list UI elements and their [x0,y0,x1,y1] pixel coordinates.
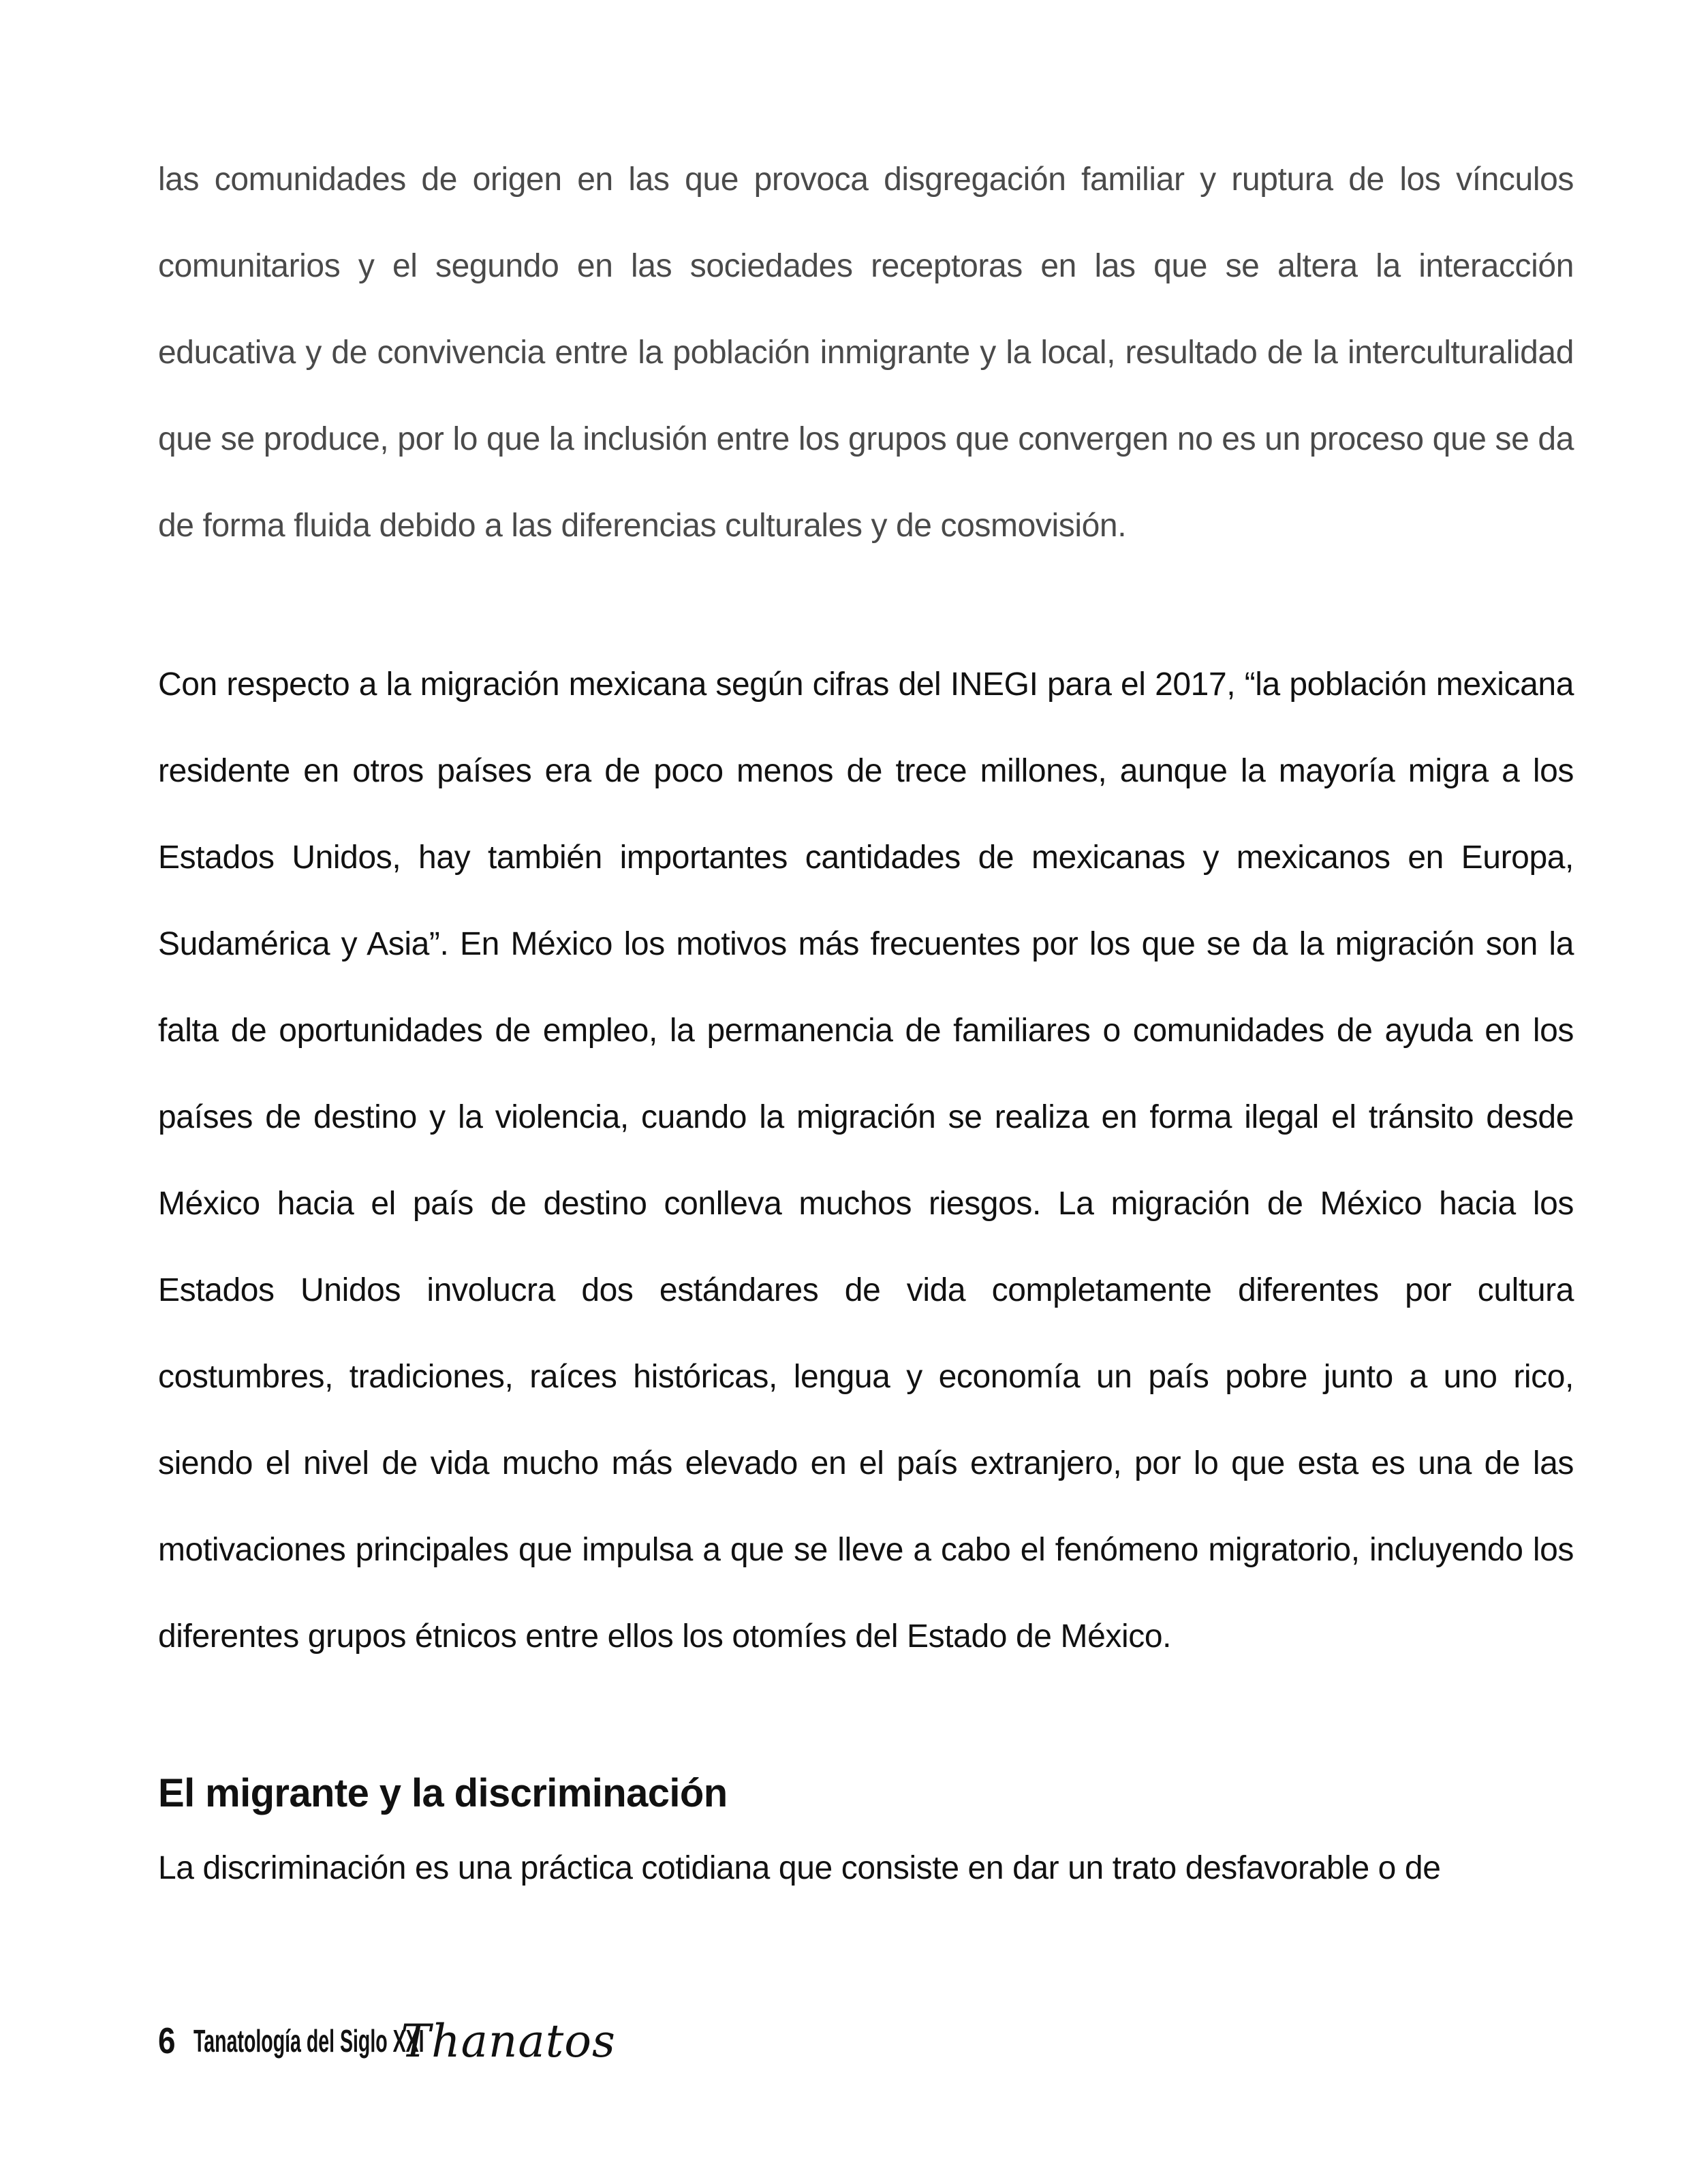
body-paragraph-1: las comunidades de origen en las que provoca disgregación familiar y ruptura de los vínculos comunitarios y el segundo en las sociedades receptoras en las que se altera la interacción educativa y de convivencia entre la población inmigrante y la local, resultado de la interculturalidad que se produce, por lo que la inclusión entre los grupos que convergen no es un proceso que se da de forma fluida debido a las diferencias culturales y de cosmovisión. [158,162,1574,544]
paragraph-spacer [158,1680,1574,1756]
body-paragraph-3: La discriminación es una práctica cotidiana que consiste en dar un trato desfavorable o de [158,1850,1441,1886]
page-body [158,136,1574,1906]
journal-logo: Thanatos [401,2014,616,2067]
journal-name: Tanatología del Siglo XXI [193,2023,424,2059]
body-paragraph-2: Con respecto a la migración mexicana según cifras del INEGI para el 2017, “la población mexicana residente en otros países era de poco menos de trece millones, aunque la mayoría migra a los Estados Unidos, hay también importantes cantidades de mexicanas y mexicanos en Europa, Sudamérica y Asia”. En México los motivos más frecuentes por los que se da la migración son la falta de oportunidades de empleo, la permanencia de familiares o comunidades de ayuda en los países de destino y la violencia, cuando la migración se realiza en forma ilegal el tránsito desde México hacia el país de destino conlleva muchos riesgos. La migración de México hacia los Estados Unidos involucra dos estándares de vida completamente diferentes por cultura costumbres, tradiciones, raíces históricas, lengua y economía un país pobre junto a uno rico, siendo el nivel de vida mucho más elevado en el país extranjero, por lo que esta es una de las motivaciones principales que impulsa a que se lleve a cabo el fenómeno migratorio, incluyendo los diferentes grupos étnicos entre ellos los otomíes del Estado de México. [158,666,1574,1655]
page-footer [158,2010,616,2072]
section-heading: El migrante y la discriminación [158,1771,728,1815]
paragraph-spacer [158,569,1574,641]
page-number: 6 [158,2020,176,2061]
